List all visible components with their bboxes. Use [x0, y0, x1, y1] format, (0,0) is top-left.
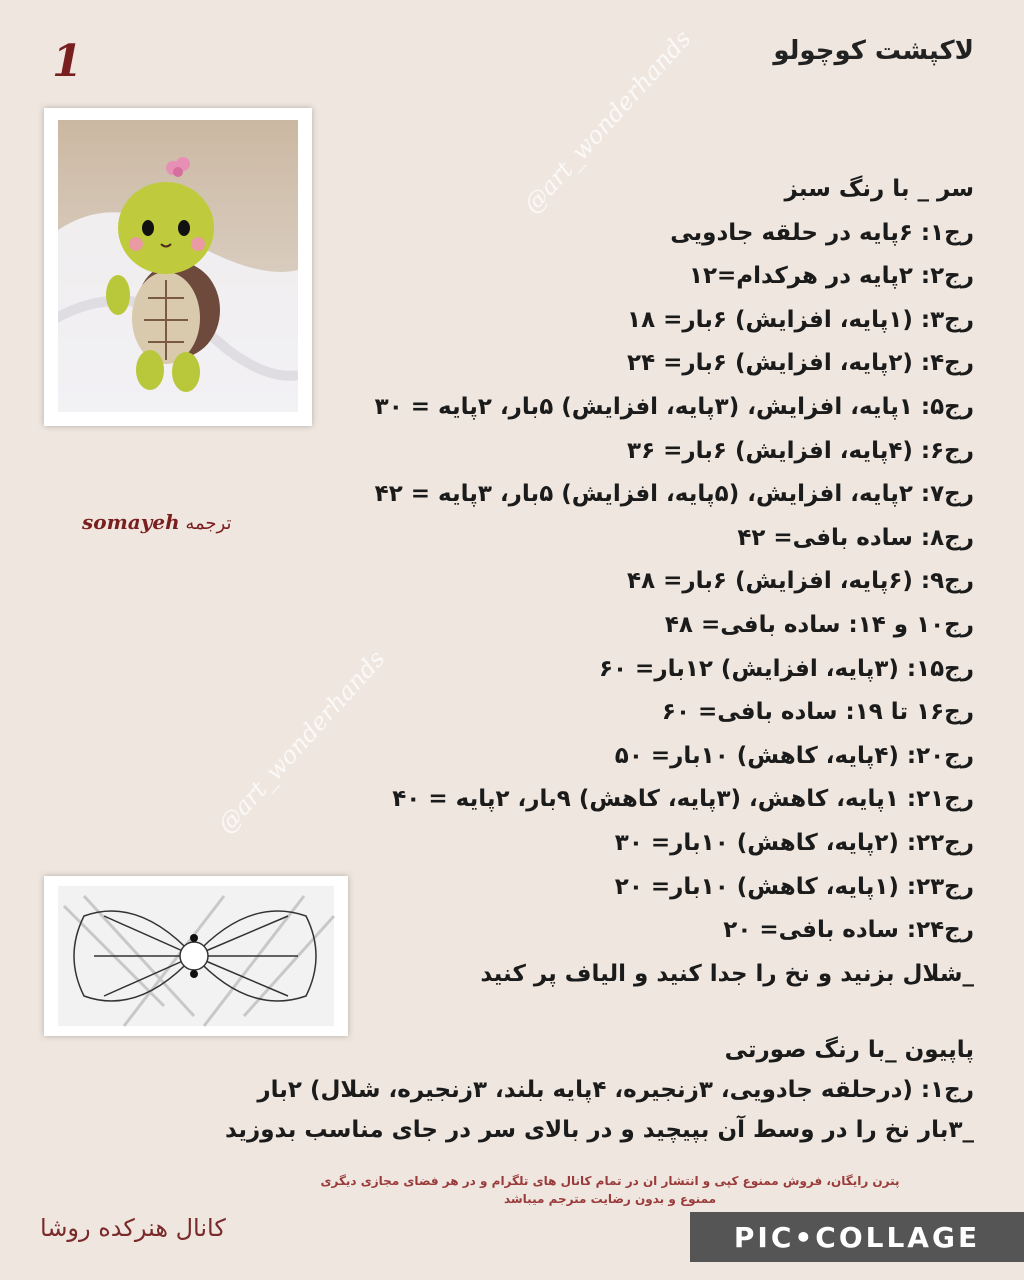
pattern-line: سر _ با رنگ سبز	[784, 176, 974, 202]
pattern-line: رج۲۰: (۴پایه، کاهش) ۱۰بار= ۵۰	[614, 742, 974, 769]
head-pattern	[294, 168, 974, 996]
bow-pattern	[154, 1030, 974, 1150]
pattern-line: رج۶: (۴پایه، افزایش) ۶بار= ۳۶	[627, 437, 974, 464]
watermark-text: @art_wonderhands	[212, 644, 391, 839]
pattern-line: رج۱۰ و ۱۴: ساده بافی= ۴۸	[664, 611, 974, 638]
pattern-line: رج۱: ۶پایه در حلقه جادویی	[670, 219, 974, 246]
pattern-line: رج۴: (۲پایه، افزایش) ۶بار= ۲۴	[627, 350, 974, 377]
bow-stitch-chart	[44, 876, 348, 1036]
pattern-line: _شلال بزنید و نخ را جدا کنید و الیاف پر کنید	[480, 960, 974, 987]
bow-line: پاپیون _با رنگ صورتی	[724, 1037, 974, 1063]
translator-label: ترجمه	[185, 513, 232, 534]
page-number: 1	[52, 36, 83, 87]
pattern-line: رج۹: (۶پایه، افزایش) ۶بار= ۴۸	[627, 568, 974, 595]
copyright-line: ممنوع و بدون رضایت مترجم میباشد	[503, 1192, 717, 1206]
translator-credit	[82, 510, 272, 534]
pattern-line: رج۲: ۲پایه در هرکدام=۱۲	[688, 263, 974, 290]
pattern-line: رج۲۴: ساده بافی= ۲۰	[723, 917, 974, 944]
pattern-line: رج۵: ۱پایه، افزایش، (۳پایه، افزایش) ۵بار، ۲پایه = ۳۰	[374, 393, 974, 420]
pattern-line: رج۲۳: (۱پایه، کاهش) ۱۰بار= ۲۰	[614, 873, 974, 900]
pattern-line: رج۷: ۲پایه، افزایش، (۵پایه، افزایش) ۵بار، ۳پایه = ۴۲	[374, 481, 974, 508]
pattern-line: رج۸: ساده بافی= ۴۲	[737, 524, 974, 551]
turtle-photo	[58, 120, 298, 412]
pattern-line: رج۱۶ تا ۱۹: ساده بافی= ۶۰	[661, 699, 974, 726]
bow-line: _۳بار نخ را در وسط آن بپیچید و در بالای سر در جای مناسب بدوزید	[225, 1117, 974, 1143]
channel-name: کانال هنرکده روشا	[40, 1214, 226, 1242]
copyright-notice	[300, 1172, 920, 1208]
turtle-illustration	[58, 120, 298, 412]
page-title: لاکپشت کوچولو	[773, 36, 974, 66]
translator-name: somayeh	[82, 510, 180, 534]
bow-line: رج۱: (درحلقه جادویی، ۳زنجیره، ۴پایه بلند، ۳زنجیره، شلال) ۲بار	[257, 1077, 974, 1103]
pattern-line: رج۲۲: (۲پایه، کاهش) ۱۰بار= ۳۰	[614, 829, 974, 856]
pattern-line: رج۱۵: (۳پایه، افزایش) ۱۲بار= ۶۰	[598, 655, 974, 682]
pattern-line: رج۲۱: ۱پایه، کاهش، (۳پایه، کاهش) ۹بار، ۲پایه = ۴۰	[392, 786, 974, 813]
pic-collage-logo: PIC•COLLAGE	[690, 1212, 1024, 1262]
copyright-line: پترن رایگان، فروش ممنوع کپی و انتشار ان در تمام کانال های تلگرام و در هر فضای مجازی دیگری	[320, 1174, 900, 1188]
stitch-diagram	[44, 876, 348, 1036]
product-photo-frame	[44, 108, 312, 426]
watermark-text: @art_wonderhands	[518, 24, 697, 219]
pattern-line: رج۳: (۱پایه، افزایش) ۶بار= ۱۸	[627, 306, 974, 333]
